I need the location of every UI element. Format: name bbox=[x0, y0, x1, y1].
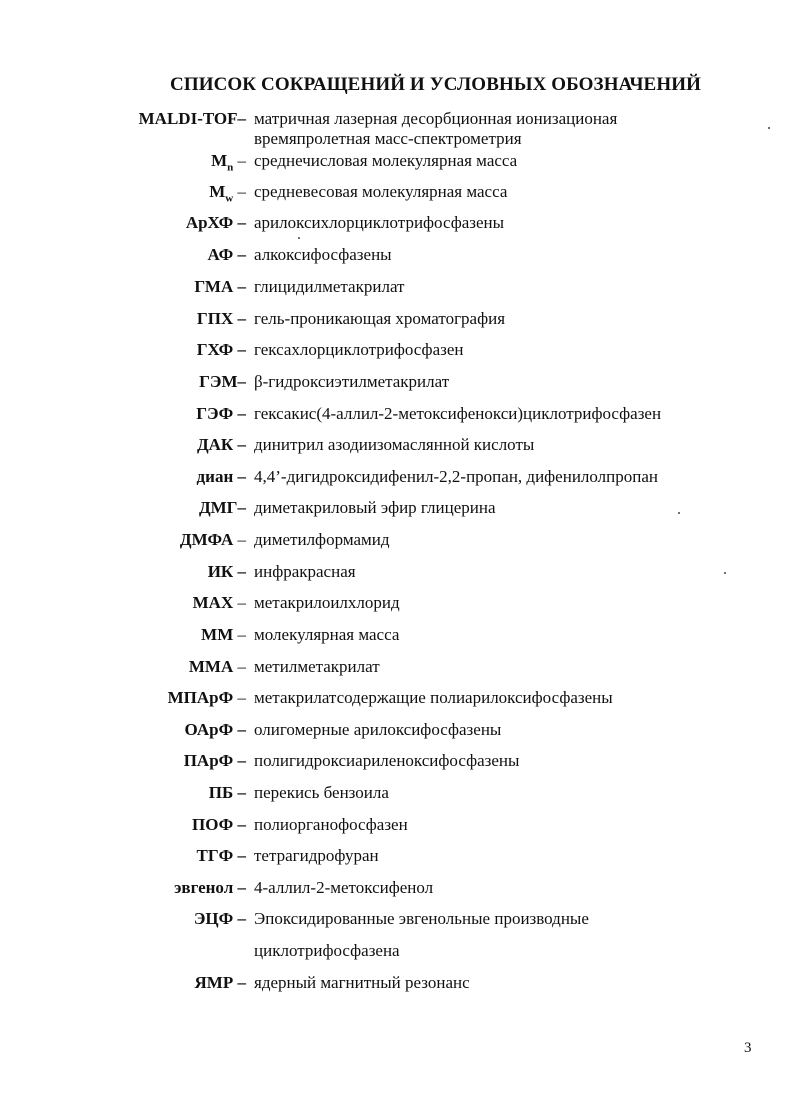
abbreviation-term: ММ – bbox=[201, 625, 246, 644]
abbreviation-term: ГЭФ – bbox=[196, 404, 246, 423]
abbreviation-term: диан – bbox=[196, 467, 246, 486]
abbreviation-definition: β-гидроксиэтилметакрилат bbox=[254, 372, 450, 391]
abbreviation-definition: полиорганофосфазен bbox=[254, 815, 408, 834]
abbreviation-definition: инфракрасная bbox=[254, 562, 356, 581]
abbreviation-definition: динитрил азодиизомаслянной кислоты bbox=[254, 435, 535, 454]
abbreviation-term: ГМА – bbox=[194, 277, 246, 296]
abbreviation-term: ГХФ – bbox=[196, 340, 246, 359]
abbreviation-definition: тетрагидрофуран bbox=[254, 846, 379, 865]
scan-speck bbox=[768, 127, 770, 129]
abbreviation-definition: Эпоксидированные эвгенольные производные циклотрифосфазена bbox=[254, 909, 589, 960]
abbreviation-term: ГПХ – bbox=[196, 309, 246, 328]
abbreviation-term: ПБ – bbox=[208, 783, 246, 802]
abbreviation-term: ГЭМ– bbox=[199, 372, 246, 391]
abbreviation-definition: гексакис(4-аллил-2-метоксифенокси)циклотрифосфазен bbox=[254, 404, 662, 423]
page-title: СПИСОК СОКРАЩЕНИЙ И УСЛОВНЫХ ОБОЗНАЧЕНИЙ bbox=[170, 74, 701, 95]
abbreviation-definition: матричная лазерная десорбционная ионизационая времяпролетная масс-спектрометрия bbox=[254, 109, 618, 148]
abbreviation-definition: 4-аллил-2-метоксифенол bbox=[254, 878, 434, 897]
abbreviation-definition: диметилформамид bbox=[254, 530, 390, 549]
abbreviation-definition: ядерный магнитный резонанс bbox=[254, 973, 470, 992]
abbreviation-term: АрХФ – bbox=[185, 213, 246, 232]
scan-speck bbox=[678, 512, 680, 514]
abbreviation-term: ДМФА – bbox=[179, 530, 246, 549]
abbreviation-definition: глицидилметакрилат bbox=[254, 277, 405, 296]
abbreviation-definition: диметакриловый эфир глицерина bbox=[254, 498, 496, 517]
abbreviation-definition: гель-проникающая хроматография bbox=[254, 309, 506, 328]
abbreviation-definition: олигомерные арилоксифосфазены bbox=[254, 720, 502, 739]
abbreviation-term: эвгенол – bbox=[174, 878, 246, 897]
abbreviation-term: ЭЦФ – bbox=[193, 909, 246, 928]
abbreviation-term: ТГФ – bbox=[196, 846, 246, 865]
abbreviation-definition: метакрилоилхлорид bbox=[254, 593, 400, 612]
abbreviation-definition: 4,4’-дигидроксидифенил-2,2-пропан, дифенилолпропан bbox=[254, 467, 658, 486]
abbreviation-term: МАХ – bbox=[192, 593, 246, 612]
abbreviation-term: ОАрФ – bbox=[184, 720, 246, 739]
abbreviation-definition: молекулярная масса bbox=[254, 625, 400, 644]
scan-speck bbox=[724, 572, 726, 574]
abbreviation-definition: среднечисловая молекулярная масса bbox=[254, 151, 518, 170]
abbreviation-definition: метилметакрилат bbox=[254, 657, 380, 676]
abbreviation-definition: алкоксифосфазены bbox=[254, 245, 392, 264]
abbreviation-definition: полигидроксиариленоксифосфазены bbox=[254, 751, 520, 770]
abbreviation-term: ПОФ – bbox=[191, 815, 246, 834]
abbreviation-term: ММА – bbox=[188, 657, 246, 676]
abbreviation-definition: метакрилатсодержащие полиарилоксифосфазены bbox=[254, 688, 613, 707]
abbreviation-definition: средневесовая молекулярная масса bbox=[254, 182, 508, 201]
abbreviation-definition: арилоксихлорциклотрифосфазены bbox=[254, 213, 505, 232]
page-number: 3 bbox=[744, 1040, 752, 1056]
abbreviation-term: ДАК – bbox=[196, 435, 246, 454]
scan-speck bbox=[298, 237, 300, 239]
abbreviation-term: ПАрФ – bbox=[183, 751, 246, 770]
abbreviation-term: MALDI-TOF– bbox=[138, 109, 246, 128]
abbreviation-definition: гексахлорциклотрифосфазен bbox=[254, 340, 464, 359]
abbreviation-term: $M_w$ – bbox=[209, 182, 246, 205]
abbreviation-definition: перекись бензоила bbox=[254, 783, 389, 802]
abbreviation-term: АФ – bbox=[207, 245, 246, 264]
abbreviation-term: ИК – bbox=[207, 562, 246, 581]
abbreviation-term: $M_n$ – bbox=[211, 151, 246, 174]
abbreviation-term: ЯМР – bbox=[194, 973, 246, 992]
abbreviation-term: ДМГ– bbox=[198, 498, 246, 517]
abbreviation-term: МПАрФ – bbox=[167, 688, 246, 707]
